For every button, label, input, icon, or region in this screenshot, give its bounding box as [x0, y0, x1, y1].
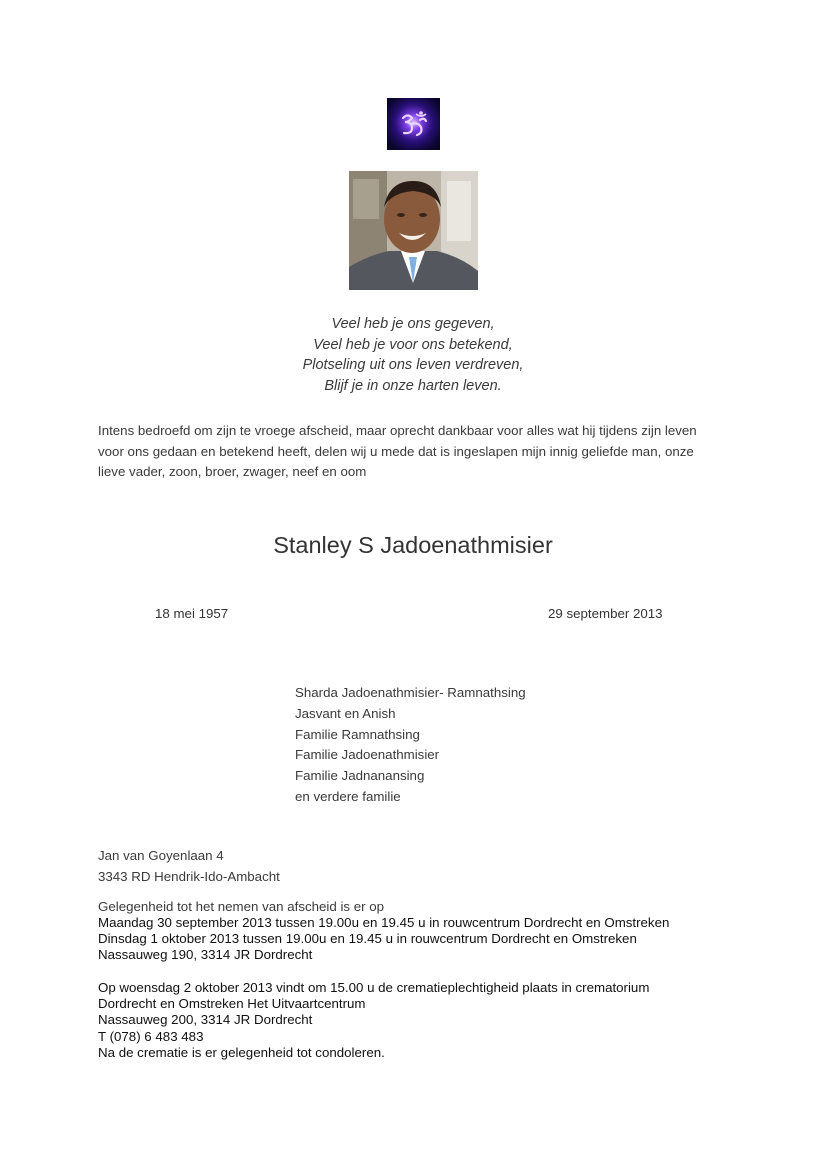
- cremation-line: Nassauweg 200, 3314 JR Dordrecht: [98, 1012, 313, 1028]
- poem-line: Blijf je in onze harten leven.: [324, 377, 502, 394]
- death-date: 29 september 2013: [548, 606, 663, 621]
- family-member: Familie Ramnathsing: [295, 726, 420, 742]
- visiting-line: Dinsdag 1 oktober 2013 tussen 19.00u en 19.45 u in rouwcentrum Dordrecht en Omstreken: [98, 931, 637, 946]
- intro-line: voor ons gedaan en betekend heeft, delen wij u mede dat is ingeslapen mijn innig geliefde man, onze: [98, 443, 694, 459]
- address-city: 3343 RD Hendrik-Ido-Ambacht: [98, 869, 280, 884]
- family-member: en verdere familie: [295, 788, 401, 804]
- visiting-info: [98, 899, 758, 963]
- visiting-line: Nassauweg 190, 3314 JR Dordrecht: [98, 947, 313, 962]
- intro-line: Intens bedroefd om zijn te vroege afscheid, maar oprecht dankbaar voor alles wat hij tijdens zijn leven: [98, 423, 697, 438]
- family-list: [295, 683, 615, 808]
- birth-date: 18 mei 1957: [155, 606, 229, 621]
- visiting-line: Maandag 30 september 2013 tussen 19.00u en 19.45 u in rouwcentrum Dordrecht en Omstreken: [98, 915, 670, 930]
- poem-line: Veel heb je ons gegeven,: [331, 316, 495, 332]
- poem: [213, 314, 613, 396]
- poem-line: Plotseling uit ons leven verdreven,: [302, 357, 524, 373]
- address-street: Jan van Goyenlaan 4: [98, 848, 224, 863]
- family-member: Jasvant en Anish: [295, 705, 396, 721]
- poem-line: Veel heb je voor ons betekend,: [313, 336, 513, 353]
- deceased-name: Stanley S Jadoenathmisier: [273, 532, 553, 558]
- intro-line: lieve vader, zoon, broer, zwager, neef en oom: [98, 464, 367, 479]
- cremation-phone: T (078) 6 483 483: [98, 1028, 204, 1044]
- family-member: Familie Jadnanansing: [295, 768, 425, 784]
- visiting-intro: Gelegenheid tot het nemen van afscheid is er op: [98, 899, 385, 914]
- cremation-line: Dordrecht en Omstreken Het Uitvaartcentrum: [98, 996, 366, 1012]
- family-member: Sharda Jadoenathmisier- Ramnathsing: [295, 685, 526, 700]
- cremation-info: [98, 980, 758, 1061]
- correspondence-address: [98, 845, 498, 887]
- om-symbol-icon: [387, 98, 440, 150]
- portrait-photo: [349, 171, 478, 290]
- family-member: Familie Jadoenathmisier: [295, 747, 440, 763]
- cremation-line: Na de crematie is er gelegenheid tot condoleren.: [98, 1044, 385, 1060]
- cremation-line: Op woensdag 2 oktober 2013 vindt om 15.00 u de crematieplechtigheid plaats in crematorium: [98, 980, 650, 995]
- intro-paragraph: [98, 421, 738, 483]
